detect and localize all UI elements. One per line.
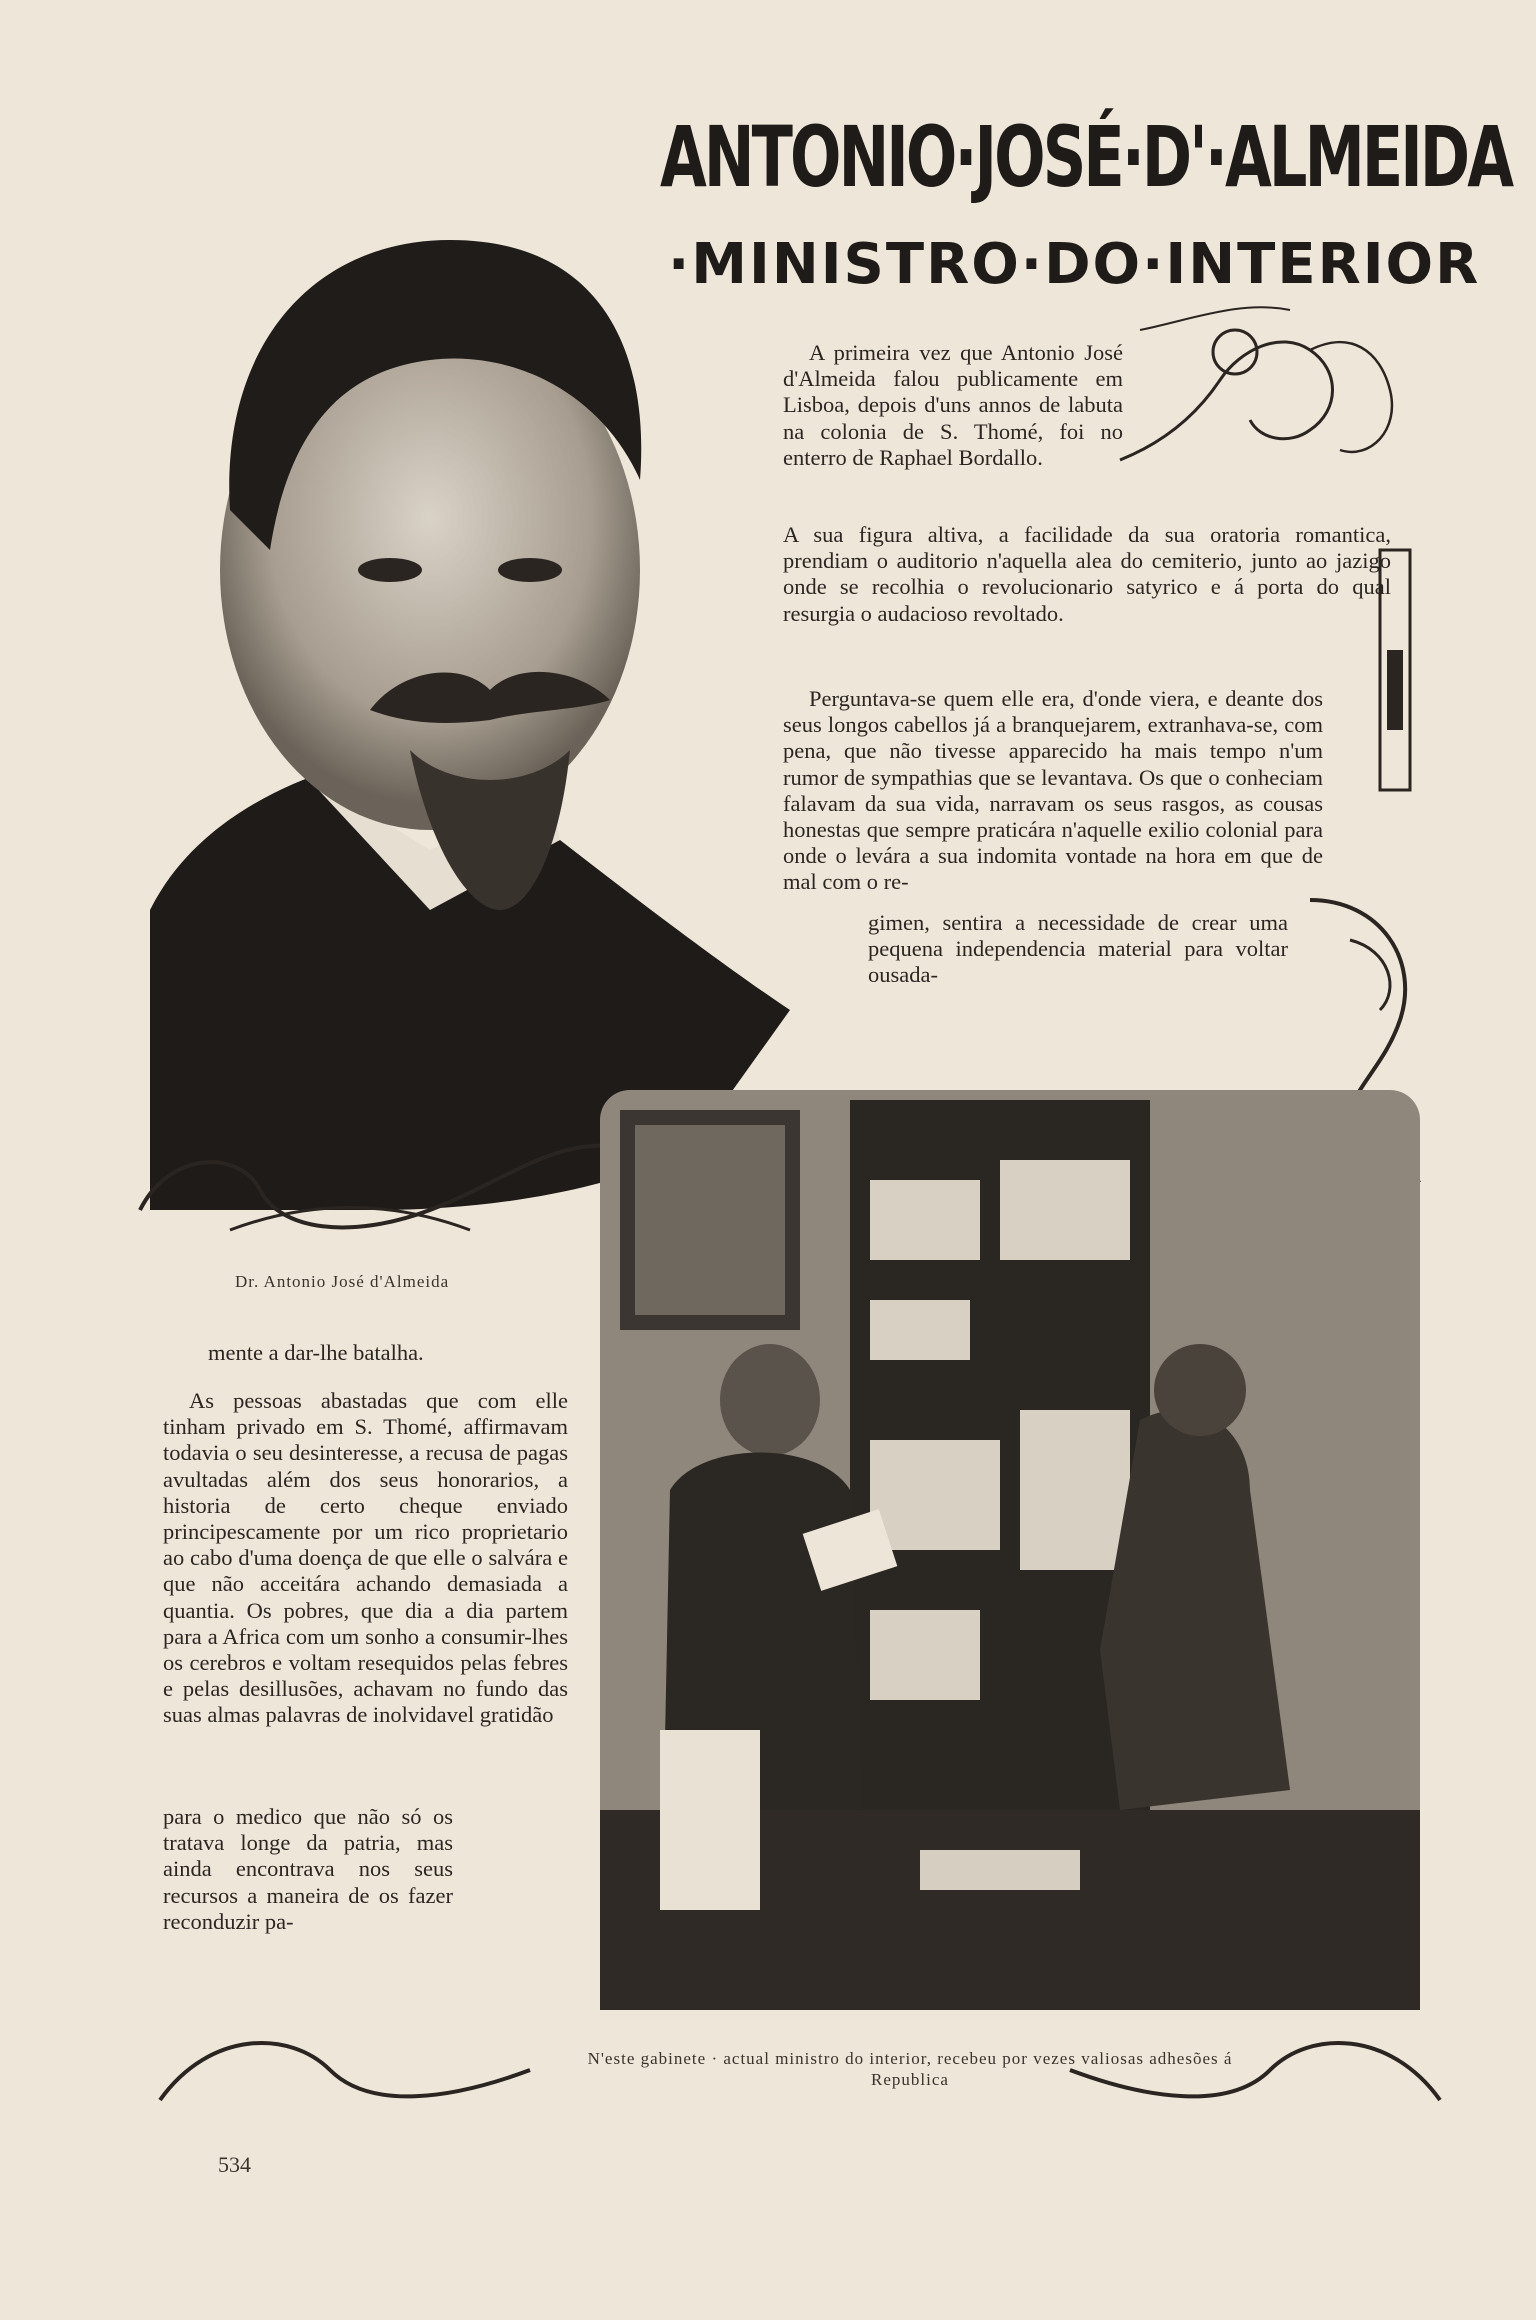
article-paragraph: A primeira vez que Antonio José d'Almeida falou publicamente em Lisboa, depois d'uns annos de labuta na colonia de S. Thomé, foi no enterro de Raphael Bordallo. <box>783 340 1123 470</box>
portrait-photo <box>130 150 790 1230</box>
article-paragraph: A sua figura altiva, a facilidade da sua oratoria romantica, prendiam o auditorio n'aquella alea do cemiterio, junto ao jazigo onde se recolhia o revolucionario satyrico e á porta do qual resurgia o audacioso revoltado. <box>783 522 1391 626</box>
office-caption: N'este gabinete · actual ministro do interior, recebeu por vezes valiosas adhesões á Republica <box>587 2049 1233 2089</box>
article-paragraph: As pessoas abastadas que com elle tinham privado em S. Thomé, affirmavam todavia o seu desinteresse, a recusa de pagas avultadas além dos seus honorarios, a historia de certo cheque enviado principescamente por um rico proprietario ao cabo d'uma doença de que elle o salvára e que não acceitára achando demasiada a quantia. Os pobres, que dia a dia partem para a Africa com um sonho a consumir-lhes os cerebros e voltam resequidos pelas febres e pelas desillusões, achavam no fundo das suas almas palavras de inolvidavel gratidão <box>163 1388 568 1728</box>
article-paragraph: mente a dar-lhe batalha. <box>208 1340 424 1365</box>
office-photo <box>600 1090 1420 2010</box>
article-title: ANTONIO·JOSÉ·D'·ALMEIDA <box>660 108 1512 206</box>
article-subtitle: ·MINISTRO·DO·INTERIOR <box>668 232 1481 297</box>
bottom-ornament-icon <box>150 2010 1450 2130</box>
page-number: 534 <box>218 2152 251 2177</box>
article-paragraph: para o medico que não só os tratava longe da patria, mas ainda encontrava nos seus recursos a maneira de os fazer reconduzir pa- <box>163 1804 453 1934</box>
article-paragraph: gimen, sentira a necessidade de crear uma pequena independencia material para voltar ousada- <box>868 910 1288 988</box>
article-paragraph: Perguntava-se quem elle era, d'onde viera, e deante dos seus longos cabellos já a branquejarem, extranhava-se, com pena, que não tivesse apparecido ha mais tempo n'um rumor de sympathias que se levantava. Os que o conheciam falavam da sua vida, narravam os seus rasgos, as cousas honestas que sempre praticára n'aquelle exilio colonial para onde o levára a sua indomita vontade na hora em que de mal com o re- <box>783 686 1323 895</box>
portrait-caption: Dr. Antonio José d'Almeida <box>235 1272 450 1291</box>
cherub-ornament-icon <box>1110 290 1410 490</box>
frame-ornament-icon <box>130 1090 650 1270</box>
